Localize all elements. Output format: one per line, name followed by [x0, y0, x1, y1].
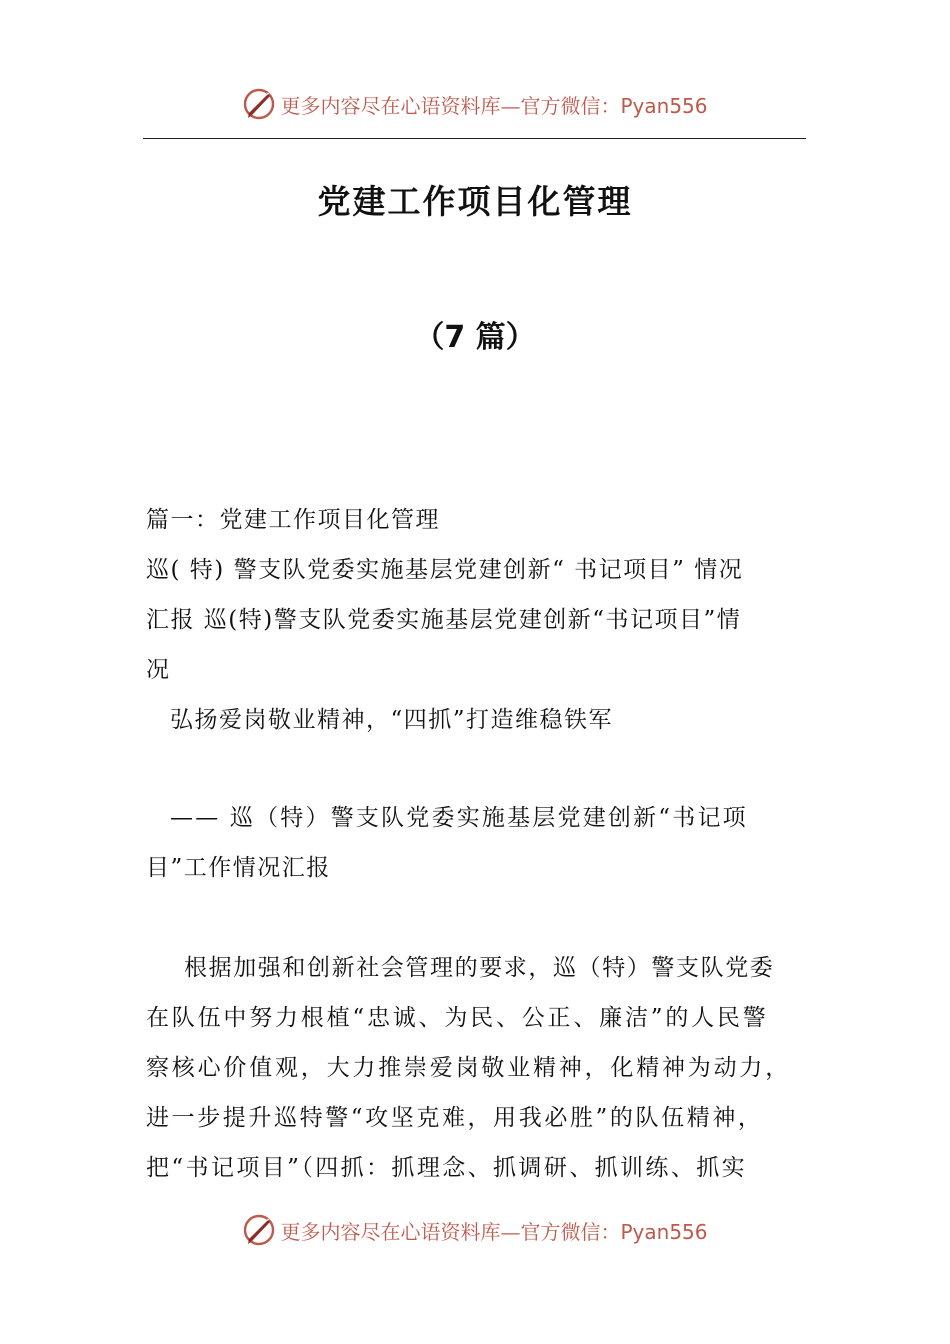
quill-logo-icon [242, 87, 276, 121]
body-block-paragraph [146, 943, 806, 1193]
header-banner-text [280, 90, 707, 119]
body-block-subtitle [146, 793, 806, 893]
footer-watermark-banner [0, 1208, 950, 1252]
body-line: 把“书记项目”（四抓：抓理念、抓调研、抓训练、抓实 [146, 1155, 748, 1181]
body-line: 进一步提升巡特警“攻坚克难，用我必胜”的队伍精神， [146, 1105, 764, 1131]
header-wechat-label: 官方微信： [520, 93, 621, 118]
footer-wechat-id: Pyan556 [620, 1219, 708, 1244]
header-divider [143, 138, 806, 139]
quill-logo-icon [242, 1213, 276, 1247]
body-line: 况 [146, 657, 171, 683]
header-banner-dash: — [500, 93, 521, 118]
footer-banner-dash: — [500, 1219, 521, 1244]
body-block-intro [146, 495, 806, 745]
document-subtitle: （7 篇） [414, 320, 536, 355]
body-line: —— 巡（特）警支队党委实施基层党建创新“书记项 [170, 805, 748, 831]
header-wechat-id: Pyan556 [620, 93, 708, 118]
body-line: 弘扬爱岗敬业精神，“四抓”打造维稳铁军 [170, 707, 614, 733]
document-title: 党建工作项目化管理 [317, 182, 633, 221]
body-line: 目”工作情况汇报 [146, 855, 331, 881]
section-heading: 篇一：党建工作项目化管理 [146, 507, 440, 533]
footer-banner-slogan: 更多内容尽在心语资料库 [280, 1219, 501, 1244]
body-line: 在队伍中努力根植“忠诚、为民、公正、廉洁”的人民警 [146, 1005, 769, 1031]
body-line: 察核心价值观，大力推崇爱岗敬业精神，化精神为动力， [146, 1055, 791, 1081]
footer-wechat-label: 官方微信： [520, 1219, 621, 1244]
header-watermark-banner [0, 82, 950, 126]
body-line: 巡( 特) 警支队党委实施基层党建创新“ 书记项目” 情况 [146, 557, 744, 583]
body-line: 汇报 巡(特)警支队党委实施基层党建创新“书记项目”情 [146, 607, 742, 633]
body-line: 根据加强和创新社会管理的要求，巡（特）警支队党委 [184, 955, 775, 981]
header-banner-slogan: 更多内容尽在心语资料库 [280, 93, 501, 118]
footer-banner-text [280, 1216, 707, 1245]
